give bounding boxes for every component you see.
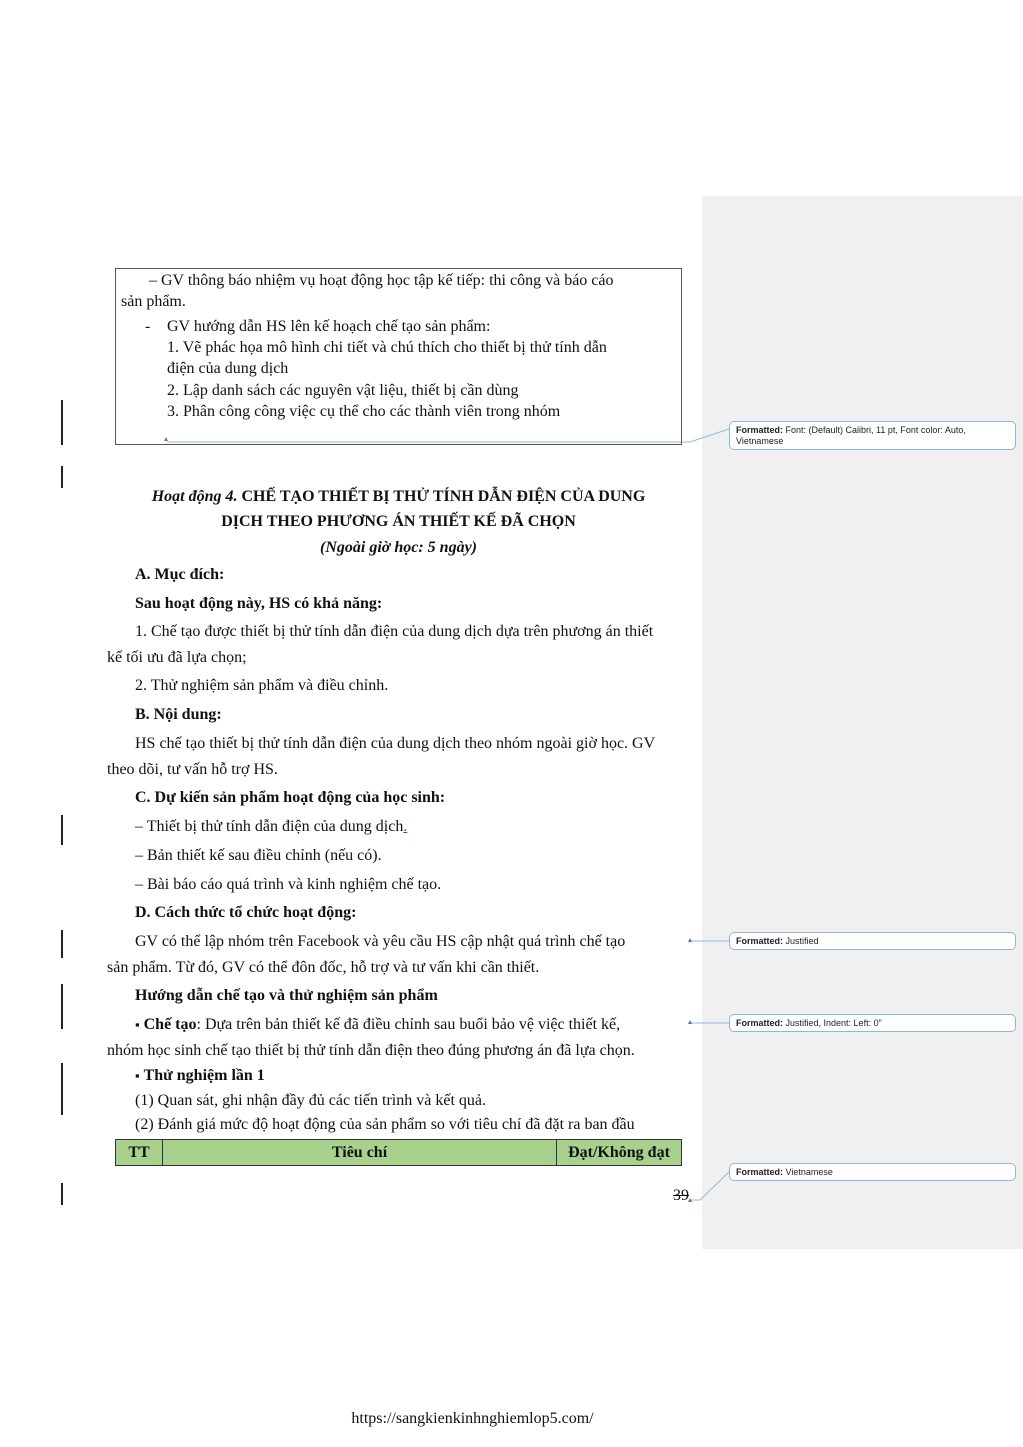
box-bullet: - (145, 318, 151, 335)
section-a-item: kế tối ưu đã lựa chọn; (107, 649, 247, 666)
make-label: Chế tạo (143, 1016, 197, 1033)
comment-text: Vietnamese (785, 1167, 833, 1177)
test-step: (1) Quan sát, ghi nhận đầy đủ các tiến trình và kết quả. (135, 1092, 486, 1109)
make-text: : Dựa trên bản thiết kế đã điều chỉnh sau buổi bảo vệ việc thiết kế, (196, 1016, 621, 1033)
square-bullet-icon: ▪ (135, 1068, 140, 1083)
section-d-para: GV có thể lập nhóm trên Facebook và yêu cầu HS cập nhật quá trình chế tạo (135, 933, 626, 950)
change-bar (61, 815, 63, 845)
section-b-para: theo dõi, tư vấn hỗ trợ HS. (107, 761, 278, 778)
table-header-cell: Tiêu chí (163, 1140, 557, 1166)
section-d-para: sản phẩm. Từ đó, GV có thể đôn đốc, hỗ trợ và tư vấn khi cần thiết. (107, 959, 540, 976)
box-step: 1. Vẽ phác họa mô hình chi tiết và chú thích cho thiết bị thử tính dẫn (167, 339, 607, 356)
comment-label: Formatted: (736, 1167, 783, 1177)
section-a-subtitle: Sau hoạt động này, HS có khả năng: (135, 595, 383, 612)
table-header-cell: Đạt/Không đạt (557, 1140, 682, 1166)
section-a-title: A. Mục đích: (135, 566, 225, 583)
box-line: sản phẩm. (121, 293, 186, 310)
page-number: 39 (673, 1187, 689, 1204)
table-header-cell: TT (116, 1140, 163, 1166)
change-bar (61, 466, 63, 488)
box-step: 3. Phân công công việc cụ thể cho các thành viên trong nhóm (167, 403, 561, 420)
table-header-row (116, 1140, 682, 1166)
square-bullet-icon: ▪ (135, 1017, 140, 1032)
section-d-title: D. Cách thức tổ chức hoạt động: (135, 904, 357, 921)
format-comment-balloon[interactable] (729, 932, 1016, 950)
heading-title: CHẾ TẠO THIẾT BỊ THỬ TÍNH DẪN ĐIỆN CỦA DUNG (241, 488, 646, 505)
format-comment-balloon[interactable] (729, 1014, 1016, 1032)
comment-anchor-icon (164, 437, 168, 441)
box-step: điện của dung dịch (167, 360, 289, 377)
section-c-item: – Bản thiết kế sau điều chỉnh (nếu có). (135, 847, 382, 864)
section-c-item-text: – Thiết bị thử tính dẫn điện của dung dịch (135, 818, 404, 835)
change-bar (61, 400, 63, 445)
comment-anchor-icon (688, 1020, 692, 1024)
section-c-item (135, 817, 407, 837)
comment-text: Vietnamese (736, 436, 784, 446)
comment-anchor-icon (688, 1198, 692, 1202)
test-bullet-item (135, 1066, 265, 1086)
heading-duration: (Ngoài giờ học: 5 ngày) (319, 539, 477, 556)
criteria-table (115, 1139, 682, 1166)
activity-heading (107, 487, 690, 507)
section-a-item: 1. Chế tạo được thiết bị thử tính dẫn điện của dung dịch dựa trên phương án thiết (135, 623, 654, 640)
make-text-cont: nhóm học sinh chế tạo thiết bị thử tính dẫn điện theo đúng phương án đã lựa chọn. (107, 1042, 635, 1059)
insertion-mark: . (403, 818, 408, 835)
format-comment-balloon[interactable] (729, 1163, 1016, 1181)
comment-label: Formatted: (736, 425, 783, 435)
test-step: (2) Đánh giá mức độ hoạt động của sản phẩm so với tiêu chí đã đặt ra ban đầu (135, 1116, 635, 1133)
section-c-item: – Bài báo cáo quá trình và kinh nghiệm chế tạo. (135, 876, 442, 893)
comment-text: Justified (785, 936, 819, 946)
heading-title-line2: DỊCH THEO PHƯƠNG ÁN THIẾT KẾ ĐÃ CHỌN (221, 513, 576, 530)
comment-label: Formatted: (736, 936, 783, 946)
change-bar (61, 984, 63, 1029)
comment-label: Formatted: (736, 1018, 783, 1028)
markup-pane (702, 196, 1023, 1249)
box-line: – GV thông báo nhiệm vụ hoạt động học tập kế tiếp: thi công và báo cáo (149, 272, 614, 289)
footer-url: https://sangkienkinhnghiemlop5.com/ (351, 1410, 594, 1427)
section-c-title: C. Dự kiến sản phẩm hoạt động của học sinh: (135, 789, 446, 806)
comment-text: Justified, Indent: Left: 0" (785, 1018, 882, 1028)
heading-italic: Hoạt động 4. (151, 488, 238, 505)
test-label: Thử nghiệm lần 1 (143, 1067, 265, 1084)
change-bar (61, 1183, 63, 1205)
format-comment-balloon[interactable] (729, 421, 1016, 450)
box-line: GV hướng dẫn HS lên kế hoạch chế tạo sản phẩm: (167, 318, 491, 335)
make-bullet-item (135, 1015, 620, 1035)
change-bar (61, 930, 63, 958)
guide-title: Hướng dẫn chế tạo và thử nghiệm sản phẩm (135, 987, 438, 1004)
comment-anchor-icon (688, 938, 692, 942)
section-a-item: 2. Thử nghiệm sản phẩm và điều chỉnh. (135, 677, 389, 694)
comment-text: Font: (Default) Calibri, 11 pt, Font color: Auto, (785, 425, 966, 435)
change-bar (61, 1063, 63, 1115)
box-step: 2. Lập danh sách các nguyên vật liệu, thiết bị cần dùng (167, 382, 519, 399)
section-b-para: HS chế tạo thiết bị thử tính dẫn điện của dung dịch theo nhóm ngoài giờ học. GV (135, 735, 656, 752)
section-b-title: B. Nội dung: (135, 706, 222, 723)
